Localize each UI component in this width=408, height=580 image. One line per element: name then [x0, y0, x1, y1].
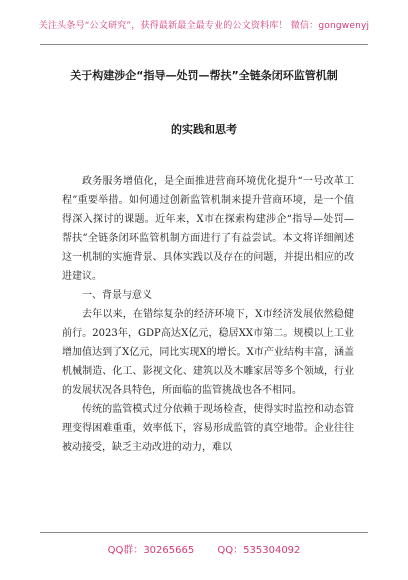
page-header-promo: 关注头条号“公文研究”，获得最新最全最专业的公文资料库！ 微信：gongwenyj [38, 21, 370, 31]
document-title-line-1: 关于构建涉企“指导—处罚—帮扶”全链条闭环监管机制 [70, 69, 338, 82]
document-body [62, 172, 354, 457]
footer-qq-group: QQ群：30265665 [107, 545, 195, 556]
page-footer-contacts [0, 541, 408, 556]
paragraph-economy: 去年以来，在错综复杂的经济环境下，X市经济发展依然稳健前行。2023年，GDP高达X亿元，稳居XX市第二。规模以上工业增加值达到了X亿元，同比实现X的增长。X市产业结构丰富，涵盖机械制造、化工、影视文化、建筑以及木雕家居等多个领域，行业的发展状况各具特色，所面临的监管挑战也各不相同。 [62, 309, 354, 396]
footer-divider [40, 532, 368, 533]
paragraph-intro: 政务服务增值化，是全面推进营商环境优化提升“一号改革工程”重要举措。如何通过创新监管机制来提升营商环境，是一个值得深入探讨的课题。近年来，X市在探索构建涉企“指导—处罚—帮扶”全链条闭环监管机制方面进行了有益尝试。本文将详细阐述这一机制的实施背景、具体实践以及存在的问题，并提出相应的改进建议。 [62, 176, 354, 282]
footer-qq: QQ：535304092 [217, 545, 301, 556]
section-heading-background: 一、背景与意义 [82, 290, 152, 301]
document-title-line-2: 的实践和思考 [171, 123, 237, 136]
paragraph-traditional-supervision: 传统的监管模式过分依赖于现场检查，使得实时监控和动态管理变得困难重重，效率低下，容易形成监管的真空地带。企业往往被动接受，缺乏主动改进的动力，难以 [62, 404, 354, 453]
header-divider [40, 44, 368, 45]
